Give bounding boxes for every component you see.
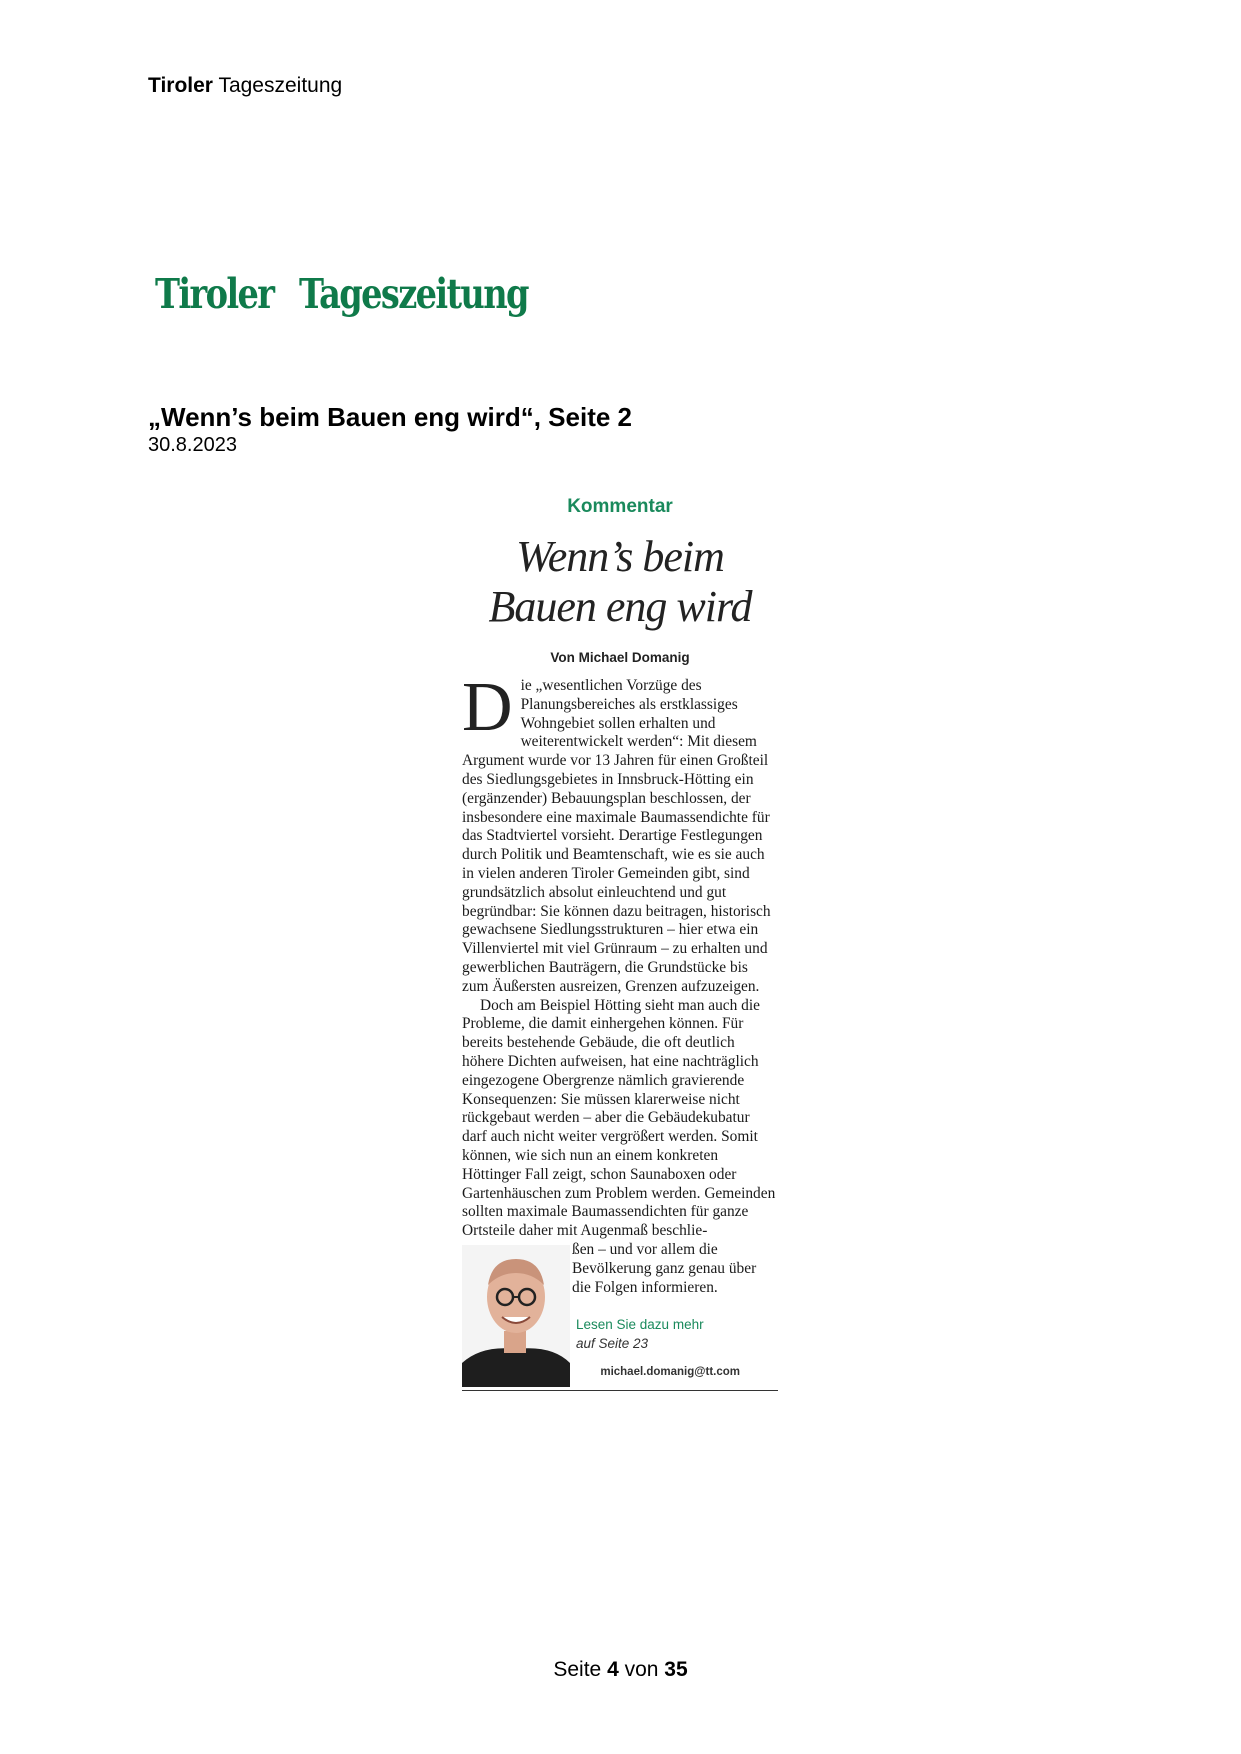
- footer-prefix: Seite: [553, 1658, 602, 1681]
- headline-line-2: Bauen eng wird: [488, 582, 752, 631]
- section-kicker: Kommentar: [567, 496, 673, 517]
- clipping-headline: [462, 532, 778, 632]
- paragraph-2-tail: ßen – und vor allem die Bevölkerung ganz genau über die Folgen informieren.: [572, 1240, 757, 1296]
- logo-word-right: Tageszeitung: [299, 270, 529, 318]
- headline-line-1: Wenn’s beim: [516, 532, 724, 581]
- newspaper-logo: [155, 266, 529, 322]
- drop-cap: D: [462, 669, 513, 746]
- read-more-label: Lesen Sie dazu mehr: [576, 1316, 704, 1332]
- logo-word-left: Tiroler: [155, 270, 274, 318]
- read-more-page: auf Seite 23: [576, 1335, 649, 1351]
- author-email: michael.domanig@tt.com: [600, 1365, 740, 1378]
- author-box: [462, 1241, 778, 1391]
- footer-middle: von: [624, 1658, 659, 1681]
- paragraph-2: Doch am Beispiel Hötting sieht man auch die Probleme, die damit einhergehen können. Für bereits bestehende Gebäude, die oft deutlich höhere Dichten aufweisen, hat eine nachträglich eingezogene Obergrenze nämlich gravierende Konsequenzen: Sie müssen klarerweise nicht rückgebaut werden – aber die Gebäudekubatur darf auch nicht weiter vergrößert werden. Somit können, wie sich nun an einem konkreten Höttinger Fall zeigt, schon Saunaboxen oder Gartenhäuschen zum Problem werden. Gemeinden sollten maximale Baumassendichten für ganze Ortsteile daher mit Augenmaß beschlie-: [462, 996, 776, 1240]
- header-brand-rest: Tageszeitung: [218, 74, 343, 97]
- header-brand-bold: Tiroler: [148, 74, 213, 97]
- footer-total-pages: 35: [664, 1658, 688, 1681]
- document-header: [148, 74, 342, 98]
- paragraph-1-text: ie „wesentlichen Vorzüge des Planungsbereiches als erstklassiges Wohngebiet sollen erhalten und weiterentwickelt werden“: Mit diesem Argument wurde vor 13 Jahren für einen Großteil des Siedlungsgebietes in Innsbruck-Hötting ein (ergänzender) Bebauungsplan beschlossen, der insbesondere eine maximale Baumassendichte für das Stadtviertel vorsieht. Derartige Festlegungen durch Politik und Beamtenschaft, wie es sie auch in vielen anderen Tiroler Gemeinden gibt, sind grundsätzlich absolut einleuchtend und gut begründbar: Sie können dazu beitragen, historisch gewachsene Siedlungsstrukturen – hier etwa ein Villenviertel mit viel Grünraum – zu erhalten und gewerblichen Bauträgern, die Grundstücke bis zum Äußersten ausreizen, Grenzen aufzuzeigen.: [462, 677, 771, 995]
- byline: Von Michael Domanig: [550, 650, 690, 665]
- article-title: „Wenn’s beim Bauen eng wird“, Seite 2: [148, 402, 632, 432]
- bottom-rule: [462, 1390, 778, 1391]
- footer-page-number: 4: [607, 1658, 619, 1681]
- author-photo: [462, 1245, 570, 1387]
- article-body: [462, 669, 778, 1241]
- article-date: 30.8.2023: [148, 434, 237, 456]
- newspaper-clipping: [462, 490, 778, 1510]
- paragraph-1: [462, 669, 778, 997]
- page-footer: [0, 1658, 1241, 1682]
